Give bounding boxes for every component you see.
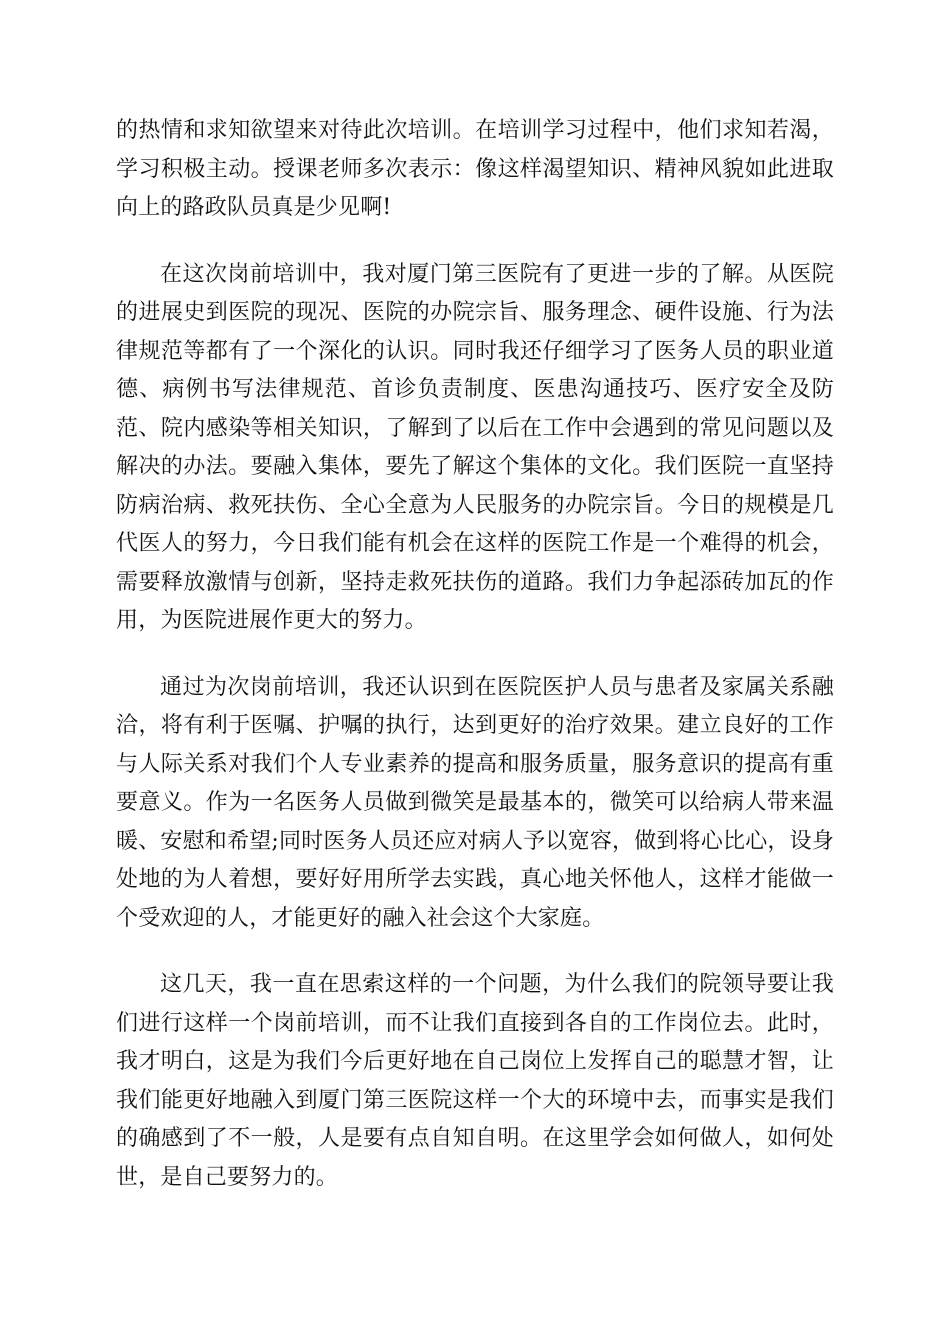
paragraph-1: 的热情和求知欲望来对待此次培训。在培训学习过程中，他们求知若渴，学习积极主动。授课老师多次表示：像这样渴望知识、精神风貌如此进取向上的路政队员真是少见啊! — [116, 118, 834, 220]
paragraph-4: 这几天，我一直在思索这样的一个问题，为什么我们的院领导要让我们进行这样一个岗前培训，而不让我们直接到各自的工作岗位去。此时，我才明白，这是为我们今后更好地在自己岗位上发挥自己的聪慧才智，让我们能更好地融入到厦门第三医院这样一个大的环境中去，而事实是我们的确感到了不一般，人是要有点自知自明。在这里学会如何做人，如何处世，是自己要努力的。 — [116, 972, 834, 1190]
document-body — [116, 112, 834, 1225]
paragraph-2: 在这次岗前培训中，我对厦门第三医院有了更进一步的了解。从医院的进展史到医院的现况、医院的办院宗旨、服务理念、硬件设施、行为法律规范等都有了一个深化的认识。同时我还仔细学习了医务人员的职业道德、病例书写法律规范、首诊负责制度、医患沟通技巧、医疗安全及防范、院内感染等相关知识，了解到了以后在工作中会遇到的常见问题以及解决的办法。要融入集体，要先了解这个集体的文化。我们医院一直坚持防病治病、救死扶伤、全心全意为人民服务的办院宗旨。今日的规模是几代医人的努力，今日我们能有机会在这样的医院工作是一个难得的机会，需要释放激情与创新，坚持走救死扶伤的道路。我们力争起添砖加瓦的作用，为医院进展作更大的努力。 — [116, 261, 834, 633]
paragraph-3: 通过为次岗前培训，我还认识到在医院医护人员与患者及家属关系融洽，将有利于医嘱、护嘱的执行，达到更好的治疗效果。建立良好的工作与人际关系对我们个人专业素养的提高和服务质量，服务意识的提高有重要意义。作为一名医务人员做到微笑是最基本的，微笑可以给病人带来温暖、安慰和希望;同时医务人员还应对病人予以宽容，做到将心比心，设身处地的为人着想，要好好用所学去实践，真心地关怀他人，这样才能做一个受欢迎的人，才能更好的融入社会这个大家庭。 — [116, 674, 835, 931]
